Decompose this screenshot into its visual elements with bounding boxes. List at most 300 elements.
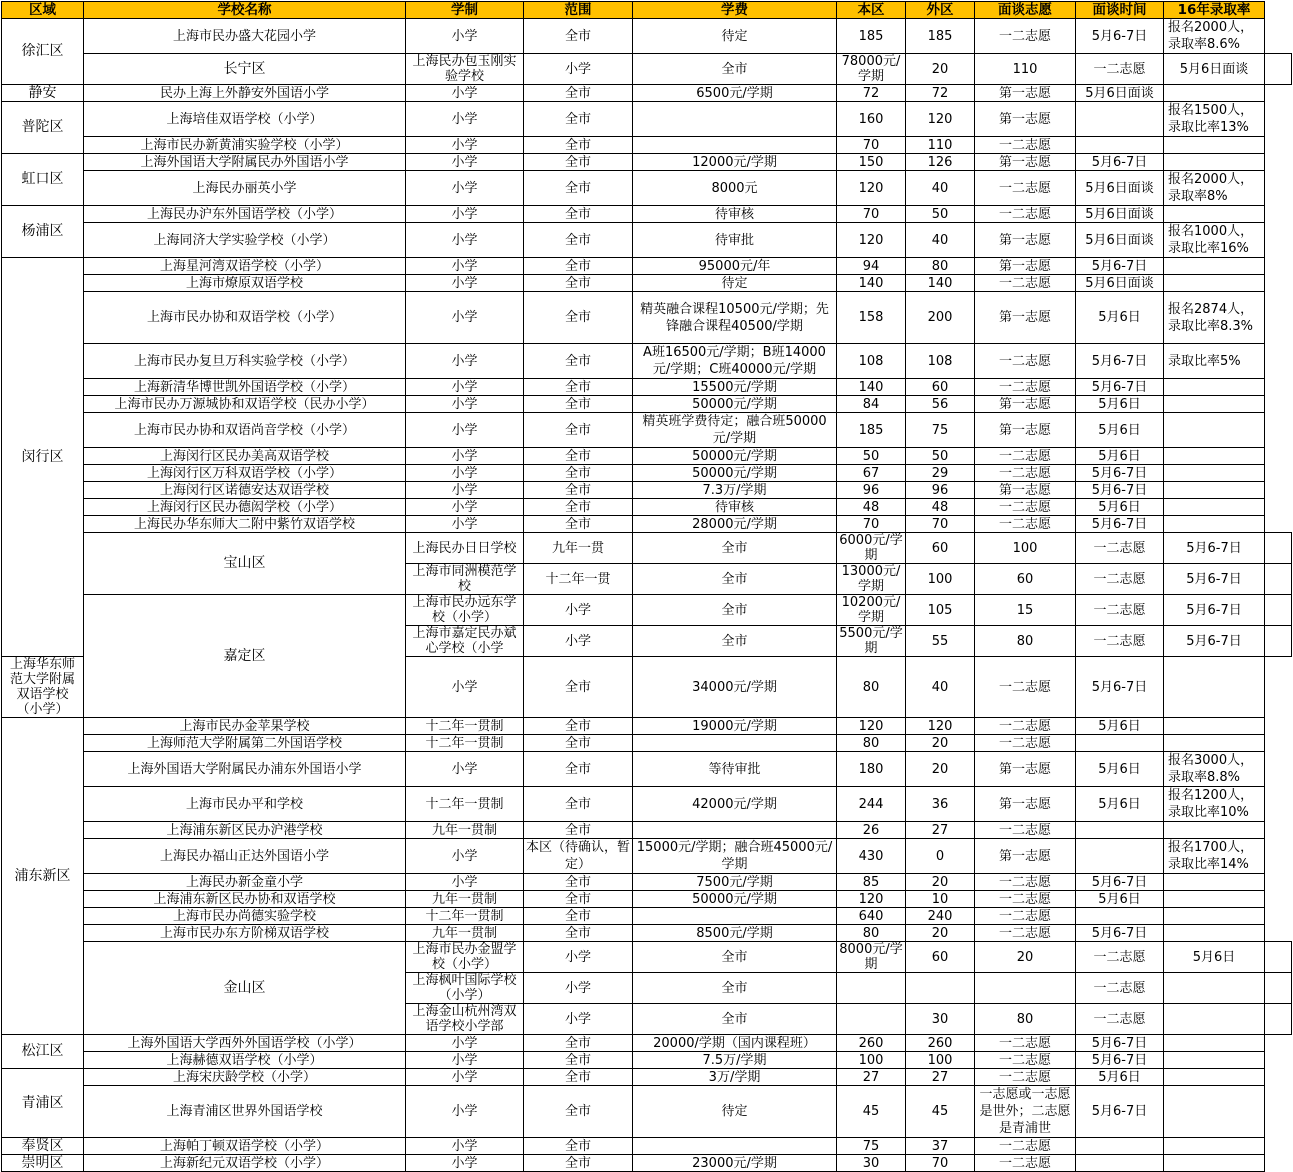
scope-cell: 全市 — [524, 482, 633, 499]
district-cell: 静安 — [2, 85, 84, 102]
local-quota-cell: 260 — [837, 1035, 906, 1052]
school-name-cell: 上海民办包玉刚实验学校 — [406, 54, 524, 85]
scope-cell: 全市 — [524, 516, 633, 533]
local-quota-cell: 48 — [837, 499, 906, 516]
interview-time-cell: 5月6-7日 — [1076, 19, 1164, 54]
tuition-fee-cell: 8000元 — [633, 171, 837, 206]
interview-preference-cell: 第一志愿 — [975, 413, 1076, 448]
other-quota-cell: 56 — [906, 396, 975, 413]
interview-time-cell — [1164, 973, 1265, 1004]
local-quota-cell: 430 — [837, 839, 906, 874]
other-quota-cell: 36 — [906, 787, 975, 822]
tuition-fee-cell: 待定 — [633, 1086, 837, 1138]
other-quota-cell: 27 — [906, 1069, 975, 1086]
local-quota-cell: 96 — [837, 482, 906, 499]
table-row — [2, 413, 1292, 448]
other-quota-cell: 110 — [906, 137, 975, 154]
table-row — [2, 874, 1292, 891]
table-row — [2, 448, 1292, 465]
school-system-cell: 小学 — [524, 1004, 633, 1035]
scope-cell: 全市 — [633, 54, 837, 85]
school-name-cell: 上海培佳双语学校（小学） — [84, 102, 406, 137]
school-name-cell: 上海市民办平和学校 — [84, 787, 406, 822]
school-name-cell: 上海同济大学实验学校（小学） — [84, 223, 406, 258]
school-system-cell: 小学 — [406, 154, 524, 171]
interview-time-cell: 5月6日 — [1076, 413, 1164, 448]
school-system-cell: 十二年一贯制 — [406, 908, 524, 925]
header-row — [2, 2, 1292, 19]
school-name-cell: 上海市民办万源城协和双语学校（民办小学） — [84, 396, 406, 413]
table-row — [2, 499, 1292, 516]
scope-cell: 全市 — [633, 533, 837, 564]
tuition-fee-cell: 5500元/学期 — [837, 626, 906, 657]
header-local-quota: 本区 — [837, 2, 906, 19]
school-name-cell: 上海浦东新区民办沪港学校 — [84, 822, 406, 839]
interview-time-cell: 5月6日 — [1076, 1069, 1164, 1086]
district-cell: 闵行区 — [2, 258, 84, 657]
other-quota-cell: 45 — [906, 1086, 975, 1138]
tuition-fee-cell: 精英班学费待定；融合班50000元/学期 — [633, 413, 837, 448]
header-fee: 学费 — [633, 2, 837, 19]
local-quota-cell: 120 — [837, 223, 906, 258]
tuition-fee-cell: 95000元/年 — [633, 258, 837, 275]
table-row — [2, 718, 1292, 735]
local-quota-cell: 80 — [837, 925, 906, 942]
other-quota-cell: 48 — [906, 499, 975, 516]
local-quota-cell: 72 — [837, 85, 906, 102]
school-name-cell: 上海闵行区诺德安达双语学校 — [84, 482, 406, 499]
admission-rate-cell: 报名2000人，录取率8.6% — [1164, 19, 1265, 54]
school-name-cell: 上海市嘉定民办斌心学校（小学 — [406, 626, 524, 657]
table-row — [2, 752, 1292, 787]
other-quota-cell: 110 — [975, 54, 1076, 85]
admission-rate-cell — [1164, 516, 1265, 533]
table-row — [2, 595, 1292, 626]
school-name-cell: 上海华东师范大学附属双语学校（小学） — [2, 657, 84, 718]
school-name-cell: 上海市民办金苹果学校 — [84, 718, 406, 735]
table-row — [2, 942, 1292, 973]
admission-rate-cell — [1164, 1086, 1265, 1138]
interview-time-cell: 5月6-7日 — [1076, 516, 1164, 533]
other-quota-cell: 60 — [906, 379, 975, 396]
interview-time-cell — [1076, 1155, 1164, 1172]
district-cell: 宝山区 — [84, 533, 406, 595]
admission-rate-cell — [1164, 1035, 1265, 1052]
scope-cell: 全市 — [524, 1086, 633, 1138]
interview-preference-cell: 一二志愿 — [1076, 973, 1164, 1004]
interview-time-cell: 5月6日面谈 — [1076, 206, 1164, 223]
interview-time-cell: 5月6日面谈 — [1076, 275, 1164, 292]
local-quota-cell: 45 — [837, 1086, 906, 1138]
other-quota-cell: 50 — [906, 206, 975, 223]
table-row — [2, 1069, 1292, 1086]
admission-rate-cell — [1164, 137, 1265, 154]
local-quota-cell: 30 — [906, 1004, 975, 1035]
interview-preference-cell: 一二志愿 — [975, 1155, 1076, 1172]
admission-rate-cell — [1265, 942, 1292, 973]
school-name-cell: 上海宋庆龄学校（小学） — [84, 1069, 406, 1086]
scope-cell: 本区（待确认，暂定） — [524, 839, 633, 874]
district-cell: 普陀区 — [2, 102, 84, 154]
table-row — [2, 839, 1292, 874]
school-name-cell: 上海市同洲模范学校 — [406, 564, 524, 595]
other-quota-cell: 40 — [906, 171, 975, 206]
interview-preference-cell: 一二志愿 — [975, 1069, 1076, 1086]
tuition-fee-cell: 6000元/学期 — [837, 533, 906, 564]
table-row — [2, 223, 1292, 258]
interview-preference-cell: 第一志愿 — [975, 787, 1076, 822]
tuition-fee-cell: 待审核 — [633, 206, 837, 223]
interview-time-cell: 5月6日 — [1076, 448, 1164, 465]
local-quota-cell: 84 — [837, 396, 906, 413]
interview-time-cell — [1076, 1138, 1164, 1155]
interview-time-cell: 5月6-7日 — [1076, 258, 1164, 275]
school-name-cell: 上海市民办远东学校（小学） — [406, 595, 524, 626]
school-system-cell: 小学 — [406, 19, 524, 54]
table-row — [2, 102, 1292, 137]
school-system-cell: 小学 — [406, 223, 524, 258]
local-quota-cell: 94 — [837, 258, 906, 275]
interview-preference-cell: 一二志愿 — [975, 718, 1076, 735]
other-quota-cell: 60 — [975, 564, 1076, 595]
admission-rate-cell: 报名3000人，录取率8.8% — [1164, 752, 1265, 787]
header-interview-time: 面谈时间 — [1076, 2, 1164, 19]
district-cell: 长宁区 — [84, 54, 406, 85]
local-quota-cell: 60 — [906, 533, 975, 564]
school-name-cell: 上海民办新金童小学 — [84, 874, 406, 891]
interview-time-cell — [1076, 839, 1164, 874]
school-system-cell: 小学 — [524, 626, 633, 657]
other-quota-cell: 126 — [906, 154, 975, 171]
other-quota-cell: 70 — [906, 516, 975, 533]
interview-preference-cell: 第一志愿 — [975, 292, 1076, 344]
tuition-fee-cell: 50000元/学期 — [633, 396, 837, 413]
other-quota-cell — [975, 973, 1076, 1004]
local-quota-cell: 75 — [837, 1138, 906, 1155]
school-name-cell: 上海赫德双语学校（小学） — [84, 1052, 406, 1069]
local-quota-cell: 70 — [837, 206, 906, 223]
tuition-fee-cell: 精英融合课程10500元/学期；先锋融合课程40500/学期 — [633, 292, 837, 344]
scope-cell: 全市 — [524, 1155, 633, 1172]
other-quota-cell: 15 — [975, 595, 1076, 626]
interview-preference-cell: 一二志愿 — [1076, 1004, 1164, 1035]
admission-rate-cell — [1164, 1069, 1265, 1086]
other-quota-cell: 72 — [906, 85, 975, 102]
interview-preference-cell: 一二志愿 — [975, 891, 1076, 908]
school-name-cell: 上海市民办尚德实验学校 — [84, 908, 406, 925]
school-name-cell: 上海闵行区万科双语学校（小学） — [84, 465, 406, 482]
tuition-fee-cell — [633, 1138, 837, 1155]
interview-time-cell: 5月6-7日 — [1076, 379, 1164, 396]
school-name-cell: 上海闵行区民办美高双语学校 — [84, 448, 406, 465]
school-name-cell: 上海浦东新区民办协和双语学校 — [84, 891, 406, 908]
admission-rate-cell — [1164, 465, 1265, 482]
school-system-cell: 小学 — [406, 379, 524, 396]
header-other-quota: 外区 — [906, 2, 975, 19]
interview-preference-cell: 一二志愿 — [975, 516, 1076, 533]
interview-time-cell: 5月6-7日 — [1076, 482, 1164, 499]
interview-preference-cell: 一二志愿 — [975, 379, 1076, 396]
local-quota-cell: 20 — [906, 54, 975, 85]
other-quota-cell: 140 — [906, 275, 975, 292]
interview-time-cell: 5月6-7日 — [1164, 564, 1265, 595]
interview-preference-cell: 一二志愿 — [975, 874, 1076, 891]
scope-cell: 全市 — [524, 396, 633, 413]
interview-preference-cell: 第一志愿 — [975, 752, 1076, 787]
other-quota-cell: 108 — [906, 344, 975, 379]
table-row — [2, 516, 1292, 533]
school-system-cell: 小学 — [406, 344, 524, 379]
school-system-cell: 小学 — [406, 275, 524, 292]
local-quota-cell: 180 — [837, 752, 906, 787]
school-name-cell: 上海市民办金盟学校（小学） — [406, 942, 524, 973]
table-row — [2, 891, 1292, 908]
school-name-cell: 上海市民办新黄浦实验学校（小学） — [84, 137, 406, 154]
school-system-cell: 小学 — [406, 1035, 524, 1052]
admission-rate-cell: 报名1500人，录取比率13% — [1164, 102, 1265, 137]
interview-preference-cell: 第一志愿 — [975, 258, 1076, 275]
tuition-fee-cell: 待审批 — [633, 223, 837, 258]
scope-cell: 全市 — [524, 223, 633, 258]
scope-cell: 全市 — [524, 137, 633, 154]
interview-preference-cell: 第一志愿 — [975, 396, 1076, 413]
local-quota-cell: 640 — [837, 908, 906, 925]
interview-preference-cell: 一二志愿 — [1076, 942, 1164, 973]
interview-preference-cell: 一二志愿 — [975, 206, 1076, 223]
interview-preference-cell: 一二志愿 — [975, 171, 1076, 206]
interview-time-cell: 5月6-7日 — [1076, 154, 1164, 171]
other-quota-cell: 27 — [906, 822, 975, 839]
school-system-cell: 小学 — [406, 1069, 524, 1086]
other-quota-cell: 80 — [975, 1004, 1076, 1035]
tuition-fee-cell: 待定 — [633, 19, 837, 54]
other-quota-cell: 80 — [906, 258, 975, 275]
school-name-cell: 上海闵行区民办德闳学校（小学） — [84, 499, 406, 516]
school-system-cell: 九年一贯 — [524, 533, 633, 564]
interview-time-cell: 5月6-7日 — [1076, 1035, 1164, 1052]
local-quota-cell: 120 — [837, 718, 906, 735]
table-row — [2, 482, 1292, 499]
scope-cell: 全市 — [524, 85, 633, 102]
interview-preference-cell: 一二志愿 — [975, 499, 1076, 516]
tuition-fee-cell — [633, 908, 837, 925]
admission-rate-cell — [1164, 891, 1265, 908]
header-school-name: 学校名称 — [84, 2, 406, 19]
tuition-fee-cell: 7500元/学期 — [633, 874, 837, 891]
school-name-cell: 上海市民办协和双语尚音学校（小学） — [84, 413, 406, 448]
school-name-cell: 上海外国语大学西外外国语学校（小学） — [84, 1035, 406, 1052]
other-quota-cell: 260 — [906, 1035, 975, 1052]
scope-cell: 全市 — [524, 1035, 633, 1052]
admission-rate-cell — [1164, 735, 1265, 752]
scope-cell: 全市 — [524, 171, 633, 206]
school-system-cell: 小学 — [406, 206, 524, 223]
scope-cell: 全市 — [524, 102, 633, 137]
table-row — [2, 533, 1292, 564]
other-quota-cell: 40 — [906, 223, 975, 258]
scope-cell: 全市 — [524, 908, 633, 925]
interview-preference-cell: 一二志愿 — [975, 344, 1076, 379]
interview-time-cell: 5月6-7日 — [1076, 657, 1164, 718]
local-quota-cell: 244 — [837, 787, 906, 822]
interview-time-cell: 5月6-7日 — [1164, 533, 1265, 564]
admission-rate-cell — [1265, 54, 1292, 85]
table-row — [2, 465, 1292, 482]
school-system-cell: 小学 — [406, 1052, 524, 1069]
scope-cell: 全市 — [524, 1052, 633, 1069]
school-system-cell: 小学 — [406, 465, 524, 482]
interview-preference-cell: 一二志愿 — [1076, 54, 1164, 85]
tuition-fee-cell: 34000元/学期 — [633, 657, 837, 718]
district-cell: 金山区 — [84, 942, 406, 1035]
tuition-fee-cell: 8000元/学期 — [837, 942, 906, 973]
scope-cell: 全市 — [524, 448, 633, 465]
scope-cell: 全市 — [524, 735, 633, 752]
interview-time-cell — [1076, 822, 1164, 839]
interview-time-cell: 5月6-7日 — [1076, 1086, 1164, 1138]
school-name-cell: 上海外国语大学附属民办外国语小学 — [84, 154, 406, 171]
other-quota-cell: 29 — [906, 465, 975, 482]
scope-cell: 全市 — [524, 787, 633, 822]
school-name-cell: 上海民办福山正达外国语小学 — [84, 839, 406, 874]
scope-cell: 全市 — [524, 344, 633, 379]
admission-rate-cell — [1164, 925, 1265, 942]
admission-rate-cell — [1164, 874, 1265, 891]
local-quota-cell: 26 — [837, 822, 906, 839]
interview-time-cell — [1076, 735, 1164, 752]
table-row — [2, 1155, 1292, 1172]
school-system-cell: 小学 — [406, 102, 524, 137]
scope-cell: 全市 — [524, 822, 633, 839]
other-quota-cell: 37 — [906, 1138, 975, 1155]
interview-time-cell: 5月6日 — [1076, 396, 1164, 413]
school-system-cell: 小学 — [406, 258, 524, 275]
scope-cell: 全市 — [524, 19, 633, 54]
admission-rate-cell — [1265, 626, 1292, 657]
scope-cell: 全市 — [524, 275, 633, 292]
school-system-cell: 小学 — [524, 595, 633, 626]
district-cell: 松江区 — [2, 1035, 84, 1069]
admission-rate-cell — [1164, 718, 1265, 735]
interview-preference-cell: 一二志愿 — [975, 275, 1076, 292]
school-system-cell: 小学 — [406, 752, 524, 787]
table-row — [2, 292, 1292, 344]
interview-time-cell: 5月6日面谈 — [1076, 171, 1164, 206]
scope-cell: 全市 — [524, 154, 633, 171]
admission-rate-cell — [1164, 448, 1265, 465]
other-quota-cell: 100 — [906, 1052, 975, 1069]
table-row — [2, 1138, 1292, 1155]
tuition-fee-cell: 42000元/学期 — [633, 787, 837, 822]
school-system-cell: 小学 — [406, 874, 524, 891]
school-name-cell: 上海新纪元双语学校（小学） — [84, 1155, 406, 1172]
admission-rate-cell — [1164, 1052, 1265, 1069]
local-quota-cell: 55 — [906, 626, 975, 657]
table-row — [2, 735, 1292, 752]
interview-time-cell: 5月6日面谈 — [1076, 85, 1164, 102]
scope-cell: 全市 — [524, 891, 633, 908]
tuition-fee-cell: 15500元/学期 — [633, 379, 837, 396]
district-cell: 徐汇区 — [2, 19, 84, 85]
school-system-cell: 小学 — [406, 396, 524, 413]
school-system-cell: 十二年一贯制 — [406, 735, 524, 752]
admission-rate-cell — [1164, 275, 1265, 292]
local-quota-cell: 100 — [906, 564, 975, 595]
scope-cell: 全市 — [633, 942, 837, 973]
header-district: 区域 — [2, 2, 84, 19]
table-row — [2, 396, 1292, 413]
school-system-cell: 小学 — [406, 516, 524, 533]
interview-preference-cell: 第一志愿 — [975, 839, 1076, 874]
local-quota-cell: 70 — [837, 516, 906, 533]
admission-rate-cell — [1265, 1004, 1292, 1035]
interview-time-cell: 5月6日 — [1076, 752, 1164, 787]
interview-preference-cell: 第一志愿 — [975, 102, 1076, 137]
admission-rate-cell: 报名1200人，录取比率10% — [1164, 787, 1265, 822]
other-quota-cell: 10 — [906, 891, 975, 908]
local-quota-cell: 70 — [837, 137, 906, 154]
school-system-cell: 小学 — [406, 482, 524, 499]
tuition-fee-cell: 10200元/学期 — [837, 595, 906, 626]
header-system: 学制 — [406, 2, 524, 19]
scope-cell: 全市 — [524, 925, 633, 942]
school-name-cell: 上海市民办盛大花园小学 — [84, 19, 406, 54]
tuition-fee-cell: 50000元/学期 — [633, 465, 837, 482]
school-system-cell: 小学 — [406, 292, 524, 344]
scope-cell: 全市 — [524, 752, 633, 787]
other-quota-cell: 0 — [906, 839, 975, 874]
local-quota-cell: 80 — [837, 657, 906, 718]
scope-cell: 全市 — [524, 874, 633, 891]
local-quota-cell: 160 — [837, 102, 906, 137]
interview-preference-cell: 一二志愿 — [975, 19, 1076, 54]
interview-time-cell — [1076, 137, 1164, 154]
district-cell: 崇明区 — [2, 1155, 84, 1172]
other-quota-cell: 100 — [975, 533, 1076, 564]
local-quota-cell: 60 — [906, 942, 975, 973]
interview-preference-cell: 一志愿或一志愿是世外；二志愿是青浦世 — [975, 1086, 1076, 1138]
interview-time-cell: 5月6日 — [1076, 499, 1164, 516]
scope-cell: 全市 — [524, 292, 633, 344]
school-name-cell: 上海枫叶国际学校（小学） — [406, 973, 524, 1004]
local-quota-cell: 85 — [837, 874, 906, 891]
scope-cell: 全市 — [524, 258, 633, 275]
school-name-cell: 上海市民办东方阶梯双语学校 — [84, 925, 406, 942]
local-quota-cell: 185 — [837, 413, 906, 448]
interview-preference-cell: 一二志愿 — [975, 465, 1076, 482]
scope-cell: 全市 — [633, 1004, 837, 1035]
admission-rate-cell: 报名2874人，录取比率8.3% — [1164, 292, 1265, 344]
other-quota-cell: 20 — [906, 752, 975, 787]
school-admission-table — [1, 1, 1292, 1172]
tuition-fee-cell: 13000元/学期 — [837, 564, 906, 595]
interview-preference-cell: 一二志愿 — [1076, 626, 1164, 657]
admission-rate-cell — [1164, 1155, 1265, 1172]
tuition-fee-cell — [633, 822, 837, 839]
local-quota-cell: 67 — [837, 465, 906, 482]
tuition-fee-cell: 待审核 — [633, 499, 837, 516]
tuition-fee-cell: 20000/学期（国内课程班） — [633, 1035, 837, 1052]
admission-rate-cell — [1265, 595, 1292, 626]
tuition-fee-cell: 12000元/学期 — [633, 154, 837, 171]
local-quota-cell: 105 — [906, 595, 975, 626]
local-quota-cell: 100 — [837, 1052, 906, 1069]
table-row — [2, 1086, 1292, 1138]
school-system-cell: 九年一贯制 — [406, 925, 524, 942]
tuition-fee-cell — [633, 137, 837, 154]
school-name-cell: 上海市民办协和双语学校（小学） — [84, 292, 406, 344]
tuition-fee-cell: 7.5万/学期 — [633, 1052, 837, 1069]
